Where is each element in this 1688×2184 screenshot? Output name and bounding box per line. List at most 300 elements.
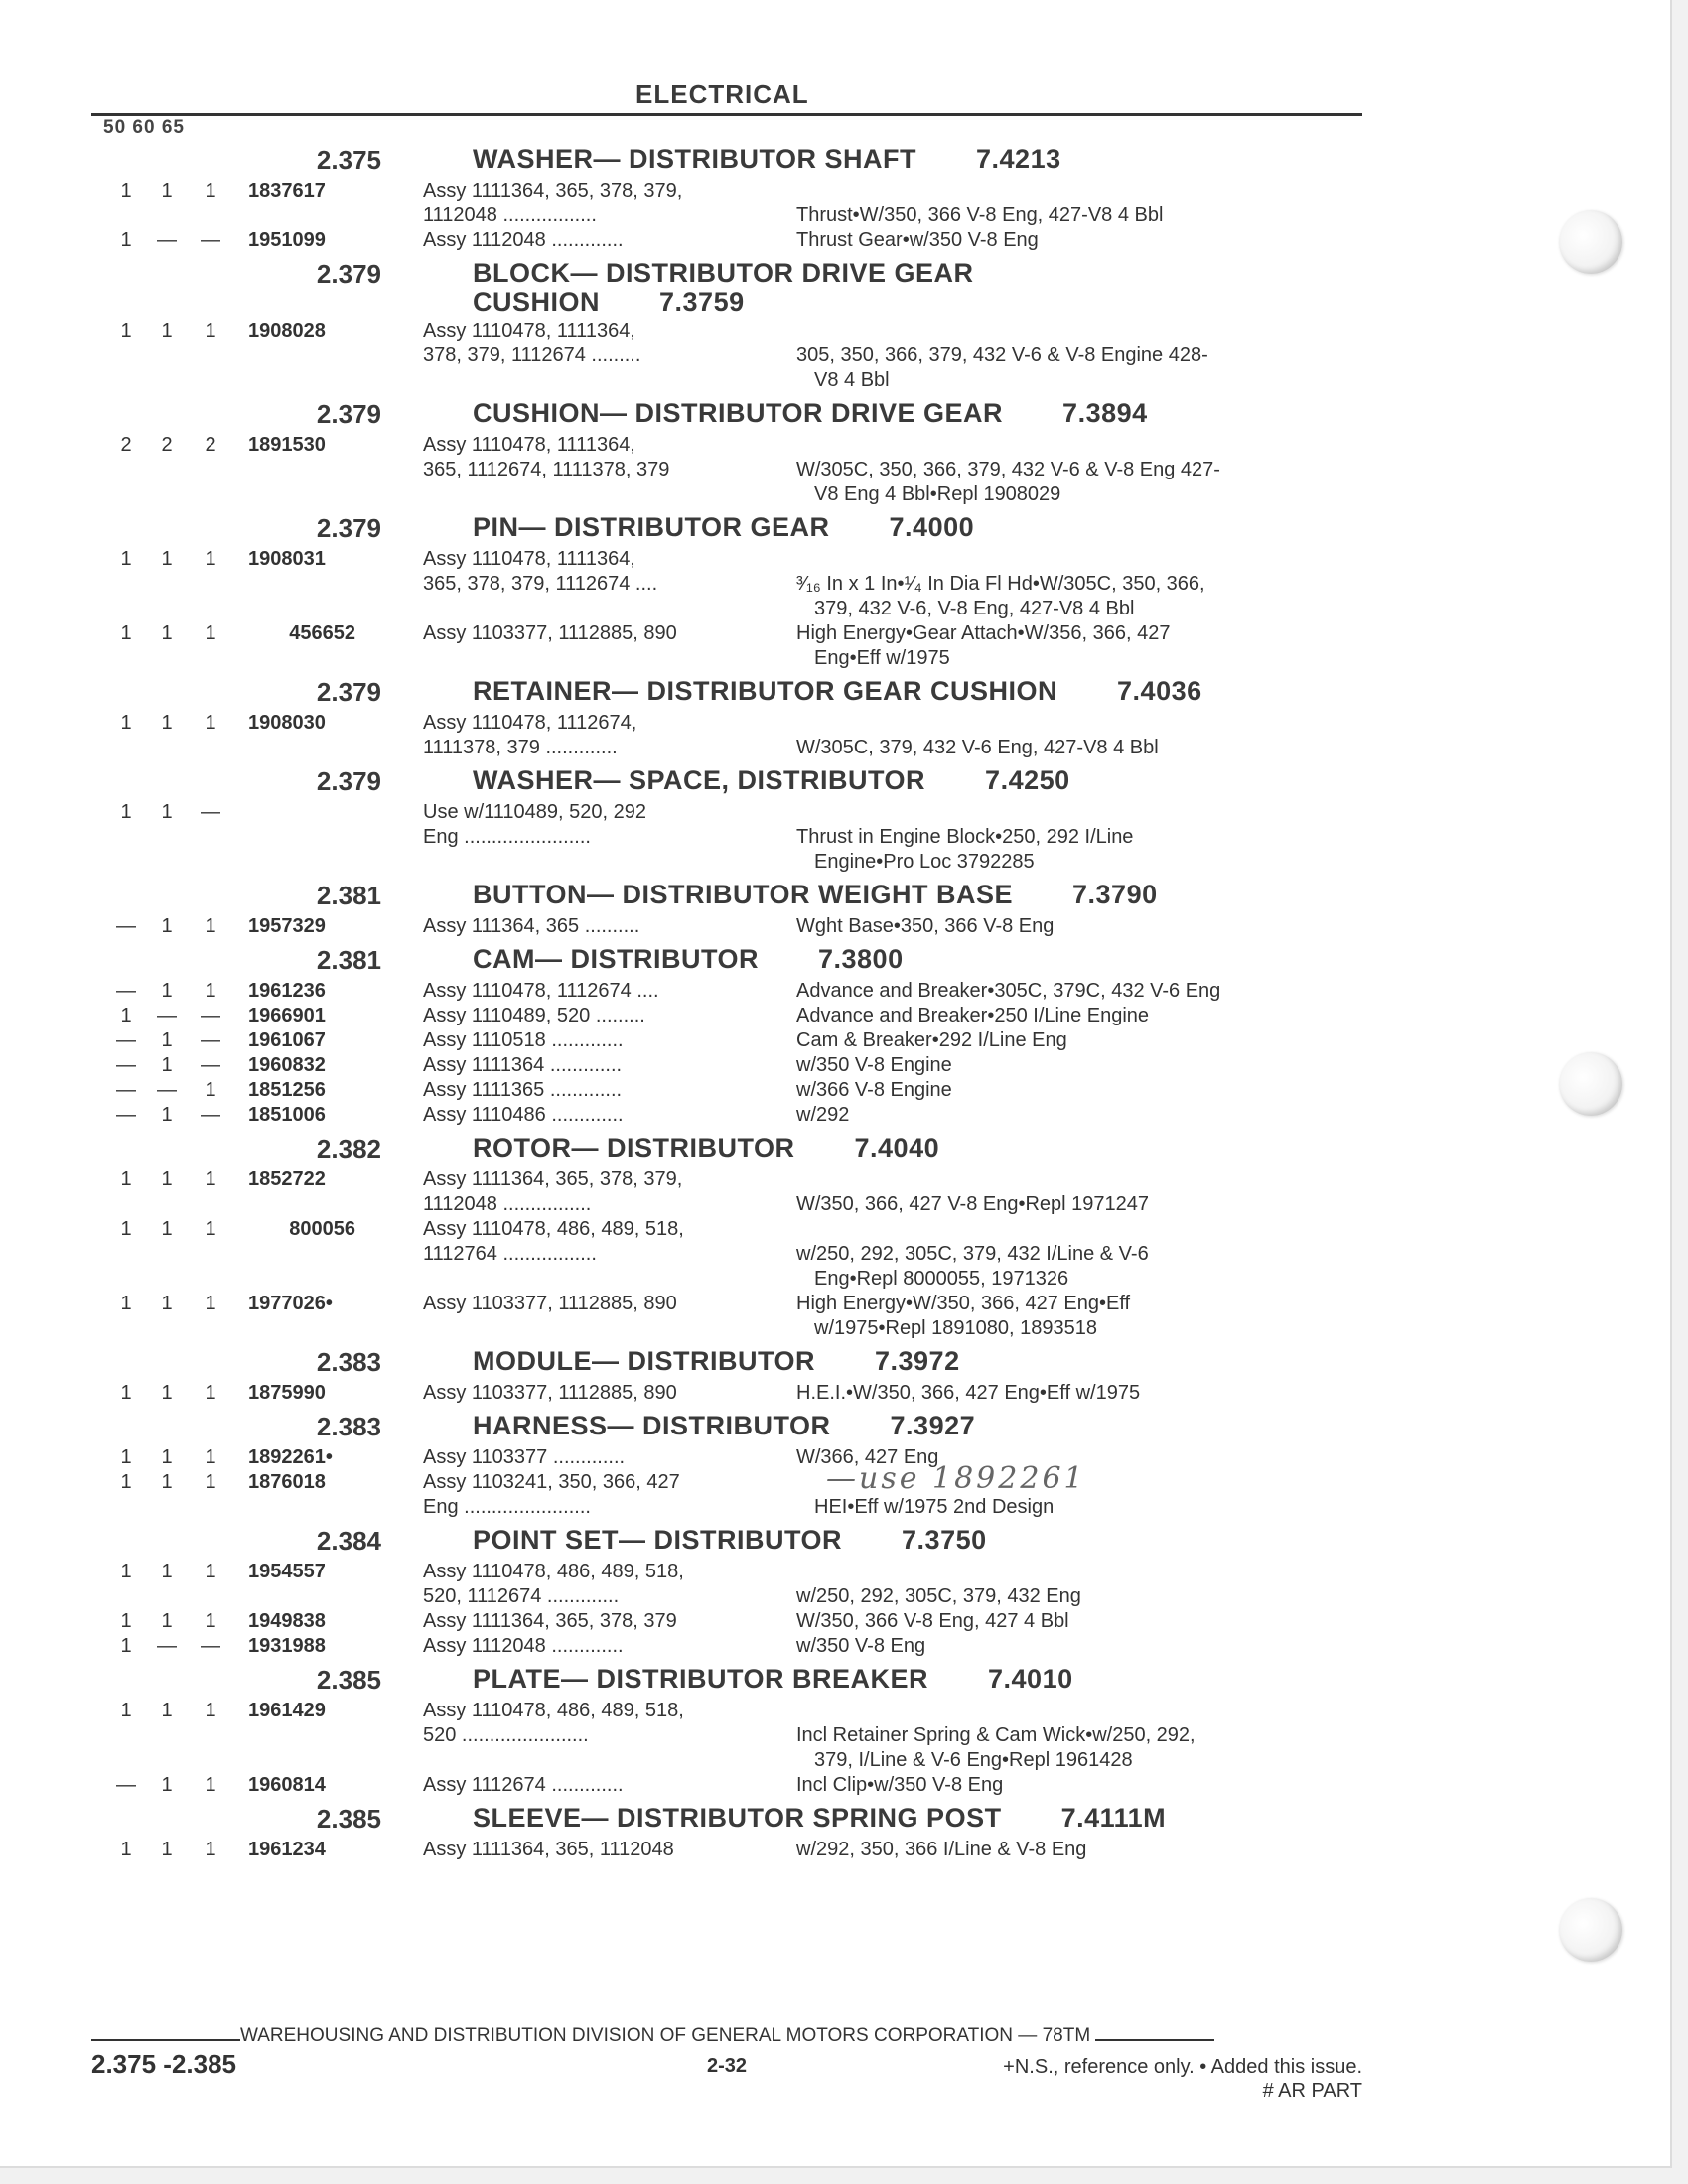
usage-line: Assy 1110478, 1112674 .... xyxy=(423,980,659,1002)
quantity-1: — xyxy=(116,1774,136,1796)
usage-line: Assy 1103377, 1112885, 890 xyxy=(423,1382,677,1404)
description-line: W/350, 366, 427 V-8 Eng•Repl 1971247 xyxy=(796,1193,1150,1215)
group-header xyxy=(0,1412,1390,1445)
description-line: W/350, 366 V-8 Eng, 427 4 Bbl xyxy=(796,1610,1069,1632)
part-row xyxy=(0,319,1390,393)
group-title-block xyxy=(473,1347,1366,1376)
usage-line: Assy 1111365 ............. xyxy=(423,1079,623,1101)
quantity-1: — xyxy=(116,980,136,1002)
group-header xyxy=(0,1134,1390,1167)
quantity-2: 1 xyxy=(161,1610,173,1632)
group-code: 2.381 xyxy=(316,881,381,910)
group-title-block xyxy=(473,399,1366,428)
group-title-block xyxy=(473,1412,1366,1440)
part-group xyxy=(0,677,1390,760)
group-title: MODULE— DISTRIBUTOR xyxy=(473,1346,815,1376)
usage-text xyxy=(423,979,790,1004)
group-reference-number: 7.4036 xyxy=(1117,676,1202,706)
group-title: WASHER— SPACE, DISTRIBUTOR xyxy=(473,765,926,795)
part-number: 1977026• xyxy=(248,1293,333,1314)
description-text xyxy=(796,1242,1372,1292)
description-text xyxy=(796,1584,1372,1609)
description-text xyxy=(796,1192,1372,1217)
quantity-3: 1 xyxy=(205,1218,216,1240)
part-row xyxy=(0,979,1390,1004)
group-code: 2.379 xyxy=(316,766,381,796)
group-reference-number: 7.3927 xyxy=(890,1411,976,1440)
description-text xyxy=(796,1292,1372,1341)
group-header xyxy=(0,766,1390,800)
usage-line: Assy 1111364, 365, 378, 379, xyxy=(423,180,683,202)
usage-line: 365, 1112674, 1111378, 379 xyxy=(423,459,670,480)
quantity-2: 1 xyxy=(161,980,173,1002)
usage-line: 520, 1112674 ............. xyxy=(423,1585,620,1607)
usage-line: Assy 1103377, 1112885, 890 xyxy=(423,622,677,644)
description-line: ³⁄₁₆ In x 1 In•¹⁄₄ In Dia Fl Hd•W/305C, 350, 366, xyxy=(796,573,1205,595)
usage-line: Assy 1111364 ............. xyxy=(423,1054,623,1076)
quantity-3: — xyxy=(201,1029,220,1051)
usage-line: Assy 1103377, 1112885, 890 xyxy=(423,1293,677,1314)
description-line: W/366, 427 Eng xyxy=(796,1446,939,1468)
description-line: Thrust Gear•w/350 V-8 Eng xyxy=(796,229,1039,251)
quantity-2: 1 xyxy=(161,1218,173,1240)
quantity-1: 1 xyxy=(120,801,132,823)
usage-line: 378, 379, 1112674 ......... xyxy=(423,344,641,366)
part-number: 1851006 xyxy=(248,1104,326,1126)
quantity-1: 1 xyxy=(120,1382,132,1404)
description-text xyxy=(796,1723,1372,1773)
quantity-3: 1 xyxy=(205,320,216,341)
part-row xyxy=(0,1773,1390,1798)
description-text xyxy=(796,736,1372,760)
part-number: 1852722 xyxy=(248,1168,326,1190)
part-row xyxy=(0,1609,1390,1634)
usage-line: 1112048 ................. xyxy=(423,205,597,226)
usage-line: 365, 378, 379, 1112674 .... xyxy=(423,573,658,595)
usage-text xyxy=(423,319,790,368)
part-number: 1908028 xyxy=(248,320,326,341)
group-title-block xyxy=(473,1804,1366,1833)
group-code: 2.384 xyxy=(316,1526,381,1556)
part-number: 1957329 xyxy=(248,915,326,937)
quantity-3: — xyxy=(201,1635,220,1657)
group-title: HARNESS— DISTRIBUTOR xyxy=(473,1411,831,1440)
group-title-continued: CUSHION xyxy=(473,287,601,317)
quantity-2: 1 xyxy=(161,1029,173,1051)
part-row xyxy=(0,1028,1390,1053)
group-code: 2.383 xyxy=(316,1412,381,1441)
part-row xyxy=(0,800,1390,875)
quantity-1: 1 xyxy=(120,229,132,251)
group-title-block xyxy=(473,766,1366,795)
binder-hole-bottom xyxy=(1559,1898,1622,1962)
part-row xyxy=(0,1053,1390,1078)
quantity-1: — xyxy=(116,915,136,937)
group-title-block xyxy=(473,259,1366,317)
description-line: w/350 V-8 Engine xyxy=(796,1054,952,1076)
description-text xyxy=(796,914,1372,939)
quantity-3: 1 xyxy=(205,180,216,202)
part-group xyxy=(0,259,1390,393)
quantity-1: 1 xyxy=(120,712,132,734)
quantity-2: 1 xyxy=(161,1839,173,1860)
usage-text xyxy=(423,1381,790,1406)
part-row xyxy=(0,179,1390,228)
description-line: HEI•Eff w/1975 2nd Design xyxy=(814,1496,1055,1518)
quantity-1: 1 xyxy=(120,1005,132,1026)
description-line: Engine•Pro Loc 3792285 xyxy=(814,851,1035,873)
quantity-1: 1 xyxy=(120,1446,132,1468)
usage-line: Assy 1103377 ............. xyxy=(423,1446,626,1468)
description-text xyxy=(796,621,1372,671)
usage-text xyxy=(423,1609,790,1634)
description-line: w/292 xyxy=(796,1104,850,1126)
quantity-3: 1 xyxy=(205,548,216,570)
group-code: 2.381 xyxy=(316,945,381,975)
quantity-1: 1 xyxy=(120,1471,132,1493)
part-group xyxy=(0,881,1390,939)
usage-text xyxy=(423,1028,790,1053)
part-row xyxy=(0,621,1390,671)
quantity-3: 1 xyxy=(205,1293,216,1314)
binder-hole-middle xyxy=(1559,1052,1622,1116)
quantity-2: — xyxy=(157,229,177,251)
group-title: POINT SET— DISTRIBUTOR xyxy=(473,1525,843,1555)
group-header xyxy=(0,513,1390,547)
usage-line: Assy 1110486 ............. xyxy=(423,1104,624,1126)
quantity-3: — xyxy=(201,801,220,823)
group-title: CAM— DISTRIBUTOR xyxy=(473,944,759,974)
part-row xyxy=(0,1838,1390,1862)
quantity-3: 1 xyxy=(205,1446,216,1468)
group-title: CUSHION— DISTRIBUTOR DRIVE GEAR xyxy=(473,398,1004,428)
part-number: 456652 xyxy=(289,622,355,644)
quantity-2: 1 xyxy=(161,1168,173,1190)
usage-text xyxy=(423,914,790,939)
group-reference-number: 7.3790 xyxy=(1072,880,1158,909)
part-number: 1966901 xyxy=(248,1005,326,1026)
group-header xyxy=(0,399,1390,433)
usage-text xyxy=(423,1838,790,1862)
quantity-2: 1 xyxy=(161,1700,173,1721)
part-row xyxy=(0,1461,1390,1520)
quantity-3: — xyxy=(201,229,220,251)
usage-line: 520 ....................... xyxy=(423,1724,589,1746)
part-group xyxy=(0,1526,1390,1659)
description-line: Incl Retainer Spring & Cam Wick•w/250, 292, xyxy=(796,1724,1196,1746)
group-title: RETAINER— DISTRIBUTOR GEAR CUSHION xyxy=(473,676,1058,706)
description-text xyxy=(796,979,1372,1004)
part-row xyxy=(0,1217,1390,1292)
description-text xyxy=(796,1838,1372,1862)
footer-division: WAREHOUSING AND DISTRIBUTION DIVISION OF GENERAL MOTORS CORPORATION — 78TM xyxy=(240,2025,1091,2046)
part-number: 1931988 xyxy=(248,1635,326,1657)
usage-text xyxy=(423,1217,790,1267)
quantity-1: 1 xyxy=(120,548,132,570)
description-text xyxy=(796,228,1372,253)
group-header xyxy=(0,1526,1390,1560)
description-text xyxy=(796,1103,1372,1128)
description-text xyxy=(796,572,1372,621)
quantity-3: — xyxy=(201,1005,220,1026)
usage-line: Assy 1110478, 1111364, xyxy=(423,434,635,456)
description-line: High Energy•Gear Attach•W/356, 366, 427 xyxy=(796,622,1171,644)
group-reference-number: 7.3894 xyxy=(1062,398,1148,428)
quantity-3: 1 xyxy=(205,1561,216,1582)
description-line: Wght Base•350, 366 V-8 Eng xyxy=(796,915,1055,937)
part-row xyxy=(0,1292,1390,1341)
description-line: High Energy•W/350, 366, 427 Eng•Eff xyxy=(796,1293,1131,1314)
description-line: w/250, 292, 305C, 379, 432 I/Line & V-6 xyxy=(796,1243,1149,1265)
description-text xyxy=(796,1028,1372,1053)
footer-legend-line-2: # AR PART xyxy=(1262,2080,1362,2102)
description-line: Cam & Breaker•292 I/Line Eng xyxy=(796,1029,1067,1051)
group-reference-number: 7.4000 xyxy=(889,512,975,542)
usage-text xyxy=(423,1103,790,1128)
group-title: BUTTON— DISTRIBUTOR WEIGHT BASE xyxy=(473,880,1014,909)
group-header xyxy=(0,259,1390,319)
quantity-3: 1 xyxy=(205,1079,216,1101)
quantity-3: — xyxy=(201,1054,220,1076)
quantity-3: 1 xyxy=(205,1839,216,1860)
description-text xyxy=(796,1773,1372,1798)
quantity-2: — xyxy=(157,1635,177,1657)
section-title: ELECTRICAL xyxy=(635,79,809,109)
group-title: SLEEVE— DISTRIBUTOR SPRING POST xyxy=(473,1803,1002,1833)
part-number: 1961067 xyxy=(248,1029,326,1051)
usage-text xyxy=(423,621,790,646)
usage-text xyxy=(423,1445,790,1470)
part-row xyxy=(0,1167,1390,1217)
header-rule xyxy=(91,113,1362,116)
usage-line: Assy 1111364, 365, 1112048 xyxy=(423,1839,674,1860)
part-group xyxy=(0,1412,1390,1520)
part-group xyxy=(0,513,1390,671)
year-column-headers: 50 60 65 xyxy=(103,117,185,138)
usage-text xyxy=(423,800,790,850)
quantity-2: 1 xyxy=(161,1293,173,1314)
usage-line: Assy 1110478, 486, 489, 518, xyxy=(423,1218,684,1240)
part-number: 1891530 xyxy=(248,434,326,456)
part-row xyxy=(0,228,1390,253)
usage-line: Assy 1110478, 1111364, xyxy=(423,320,635,341)
group-reference-number: 7.4213 xyxy=(976,144,1061,174)
quantity-1: 1 xyxy=(120,622,132,644)
quantity-1: 1 xyxy=(120,1700,132,1721)
part-number: 1960832 xyxy=(248,1054,326,1076)
description-line: w/250, 292, 305C, 379, 432 Eng xyxy=(796,1585,1081,1607)
group-title: ROTOR— DISTRIBUTOR xyxy=(473,1133,795,1162)
part-number: 1949838 xyxy=(248,1610,326,1632)
group-header xyxy=(0,145,1390,179)
usage-text xyxy=(423,1634,790,1659)
quantity-2: 1 xyxy=(161,180,173,202)
description-line: Thrust in Engine Block•250, 292 I/Line xyxy=(796,826,1134,848)
quantity-3: 1 xyxy=(205,1610,216,1632)
part-row xyxy=(0,433,1390,507)
part-row xyxy=(0,1381,1390,1406)
footer-page-range: 2.375 -2.385 xyxy=(91,2049,237,2079)
group-header xyxy=(0,1804,1390,1838)
description-line: w/1975•Repl 1891080, 1893518 xyxy=(814,1317,1098,1339)
usage-line: Assy 1112674 ............. xyxy=(423,1774,624,1796)
description-text xyxy=(796,825,1372,875)
part-row xyxy=(0,1699,1390,1773)
group-title-block xyxy=(473,513,1366,542)
description-line: w/366 V-8 Engine xyxy=(796,1079,952,1101)
usage-line: Use w/1110489, 520, 292 xyxy=(423,801,646,823)
footer-legend xyxy=(894,2055,1362,2103)
usage-text xyxy=(423,1292,790,1316)
group-code: 2.379 xyxy=(316,399,381,429)
description-line: 305, 350, 366, 379, 432 V-6 & V-8 Engine 428- xyxy=(796,344,1208,366)
description-line: Eng•Repl 8000055, 1971326 xyxy=(814,1268,1069,1290)
group-header xyxy=(0,881,1390,914)
quantity-3: 1 xyxy=(205,622,216,644)
usage-text xyxy=(423,1004,790,1028)
group-code: 2.383 xyxy=(316,1347,381,1377)
usage-text xyxy=(423,711,790,760)
part-number: 1908030 xyxy=(248,712,326,734)
description-line: Thrust•W/350, 366 V-8 Eng, 427-V8 4 Bbl xyxy=(796,205,1164,226)
group-header xyxy=(0,1665,1390,1699)
group-code: 2.382 xyxy=(316,1134,381,1163)
usage-line: Assy 1110489, 520 ......... xyxy=(423,1005,645,1026)
group-title: WASHER— DISTRIBUTOR SHAFT xyxy=(473,144,917,174)
quantity-1: 1 xyxy=(120,1561,132,1582)
part-group xyxy=(0,945,1390,1128)
description-text xyxy=(796,458,1372,507)
group-title-block xyxy=(473,1665,1366,1694)
usage-text xyxy=(423,547,790,597)
quantity-1: 1 xyxy=(120,1635,132,1657)
quantity-1: — xyxy=(116,1104,136,1126)
group-code: 2.375 xyxy=(316,145,381,175)
quantity-3: 1 xyxy=(205,980,216,1002)
quantity-1: 1 xyxy=(120,320,132,341)
usage-text xyxy=(423,1053,790,1078)
part-number: 1875990 xyxy=(248,1382,326,1404)
description-line: H.E.I.•W/350, 366, 427 Eng•Eff w/1975 xyxy=(796,1382,1141,1404)
group-header xyxy=(0,945,1390,979)
usage-line: Assy 1111364, 365, 378, 379, xyxy=(423,1168,683,1190)
group-header xyxy=(0,1347,1390,1381)
usage-text xyxy=(423,1167,790,1217)
usage-line: Assy 1112048 ............. xyxy=(423,229,624,251)
quantity-2: 1 xyxy=(161,1104,173,1126)
usage-line: Assy 1111364, 365, 378, 379 xyxy=(423,1610,677,1632)
quantity-1: 1 xyxy=(120,180,132,202)
part-group xyxy=(0,399,1390,507)
part-row xyxy=(0,547,1390,621)
group-title-block xyxy=(473,677,1366,706)
part-number: 1851256 xyxy=(248,1079,326,1101)
quantity-3: 1 xyxy=(205,1700,216,1721)
quantity-1: 1 xyxy=(120,1293,132,1314)
description-line: V8 Eng 4 Bbl•Repl 1908029 xyxy=(814,483,1061,505)
binder-hole-top xyxy=(1559,210,1622,274)
usage-text xyxy=(423,179,790,228)
usage-text xyxy=(423,433,790,482)
usage-text xyxy=(423,1560,790,1609)
description-line: V8 4 Bbl xyxy=(814,369,890,391)
part-number: 1961429 xyxy=(248,1700,326,1721)
description-text xyxy=(796,1609,1372,1634)
description-line: w/350 V-8 Eng xyxy=(796,1635,926,1657)
part-number: 1961234 xyxy=(248,1839,326,1860)
quantity-2: 1 xyxy=(161,548,173,570)
quantity-1: 1 xyxy=(120,1168,132,1190)
usage-line: Assy 1103241, 350, 366, 427 xyxy=(423,1471,680,1493)
quantity-1: — xyxy=(116,1079,136,1101)
description-text xyxy=(796,1053,1372,1078)
group-title-block xyxy=(473,1134,1366,1162)
part-number: 1951099 xyxy=(248,229,326,251)
description-line: 379, I/Line & V-6 Eng•Repl 1961428 xyxy=(814,1749,1133,1771)
part-number: 1876018 xyxy=(248,1471,326,1493)
footer-rule-right xyxy=(1095,2039,1214,2041)
group-reference-number: 7.3759 xyxy=(659,287,745,317)
part-number: 1954557 xyxy=(248,1561,326,1582)
group-header xyxy=(0,677,1390,711)
footer-page-number: 2-32 xyxy=(707,2055,748,2077)
part-number: 1961236 xyxy=(248,980,326,1002)
part-row xyxy=(0,1078,1390,1103)
group-reference-number: 7.4010 xyxy=(988,1664,1073,1694)
usage-line: Assy 1110518 ............. xyxy=(423,1029,624,1051)
footer-rule-left xyxy=(91,2039,240,2041)
group-reference-number: 7.4111M xyxy=(1060,1803,1167,1833)
description-line: Eng•Eff w/1975 xyxy=(814,647,950,669)
usage-line: 1111378, 379 ............. xyxy=(423,737,618,758)
group-reference-number: 7.4250 xyxy=(985,765,1070,795)
part-row xyxy=(0,1103,1390,1128)
group-title-block xyxy=(473,1526,1366,1555)
description-line: 379, 432 V-6, V-8 Eng, 427-V8 4 Bbl xyxy=(814,598,1135,619)
quantity-1: — xyxy=(116,1054,136,1076)
group-title-block xyxy=(473,945,1366,974)
group-code: 2.385 xyxy=(316,1804,381,1834)
part-group xyxy=(0,1134,1390,1341)
quantity-1: 1 xyxy=(120,1218,132,1240)
footer-legend-line-1: +N.S., reference only. • Added this issue. xyxy=(1003,2056,1362,2078)
description-text xyxy=(796,1004,1372,1028)
quantity-1: 2 xyxy=(120,434,132,456)
usage-line: 1112048 ................ xyxy=(423,1193,592,1215)
description-line: w/292, 350, 366 I/Line & V-8 Eng xyxy=(796,1839,1087,1860)
description-text xyxy=(796,204,1372,228)
group-title: BLOCK— DISTRIBUTOR DRIVE GEAR xyxy=(473,258,974,288)
quantity-2: 1 xyxy=(161,1774,173,1796)
quantity-1: 1 xyxy=(120,1610,132,1632)
quantity-2: 1 xyxy=(161,320,173,341)
description-line: W/305C, 379, 432 V-6 Eng, 427-V8 4 Bbl xyxy=(796,737,1159,758)
quantity-2: 1 xyxy=(161,801,173,823)
footer-division-line xyxy=(91,2025,1362,2047)
part-row xyxy=(0,1560,1390,1609)
group-code: 2.379 xyxy=(316,513,381,543)
usage-line: Assy 111364, 365 .......... xyxy=(423,915,640,937)
description-text xyxy=(796,1634,1372,1659)
quantity-2: — xyxy=(157,1005,177,1026)
group-title-block xyxy=(473,145,1366,174)
description-text xyxy=(796,343,1372,393)
handwritten-note: —use 1892261 xyxy=(826,1461,1086,1496)
part-number: 800056 xyxy=(289,1218,355,1240)
part-group xyxy=(0,1665,1390,1798)
part-group xyxy=(0,766,1390,875)
group-title-block xyxy=(473,881,1366,909)
